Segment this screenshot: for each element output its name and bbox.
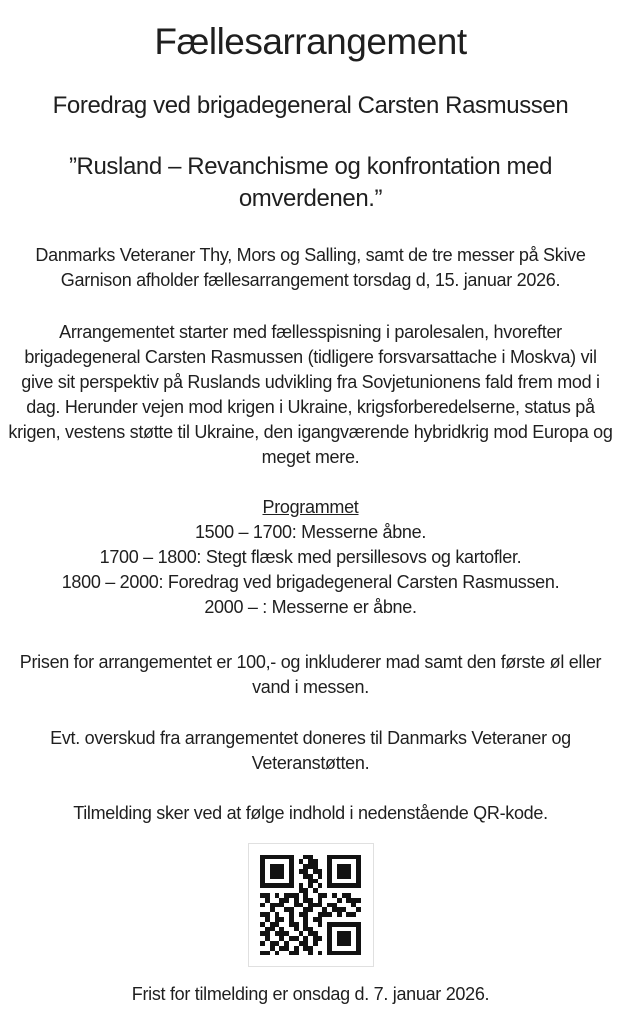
program-list <box>0 520 621 620</box>
program-item: 1700 – 1800: Stegt flæsk med persillesovs og kartofler. <box>99 547 522 567</box>
description-paragraph: Arrangementet starter med fællesspisning i parolesalen, hvorefter brigadegeneral Carsten Rasmussen (tidligere forsvarsattache i Moskva) vil give sit perspektiv på Ruslands udvikling fra Sovjetunionens fald frem mod i dag. Herunder vejen mod krigen i Ukraine, krigsforberedelserne, status på krigen, vestens støtte til Ukraine, den igangværende hybridkrig mod Europa og meget mere. <box>8 322 613 467</box>
price-paragraph: Prisen for arrangementet er 100,- og inkluderer mad samt den første øl eller vand i messen. <box>19 652 602 697</box>
donation-paragraph: Evt. overskud fra arrangementet doneres til Danmarks Veteraner og Veteranstøtten. <box>50 728 571 773</box>
lecture-title-quote: ”Rusland – Revanchisme og konfrontation med omverdenen.” <box>68 153 553 212</box>
signup-instruction: Tilmelding sker ved at følge indhold i nedenstående QR-kode. <box>73 803 548 823</box>
program-heading: Programmet <box>262 497 359 517</box>
page-title: Fællesarrangement <box>154 21 467 62</box>
qr-code-frame <box>248 843 374 967</box>
program-item: 1800 – 2000: Foredrag ved brigadegeneral Carsten Rasmussen. <box>61 572 560 592</box>
program-item: 2000 – : Messerne er åbne. <box>204 597 417 617</box>
qr-code-icon <box>260 855 361 956</box>
deadline-text: Frist for tilmelding er onsdag d. 7. januar 2026. <box>131 984 490 1004</box>
program-section <box>0 495 621 620</box>
lecture-speaker-subtitle: Foredrag ved brigadegeneral Carsten Rasmussen <box>52 92 569 119</box>
intro-paragraph: Danmarks Veteraner Thy, Mors og Salling, samt de tre messer på Skive Garnison afholder fællesarrangement torsdag d, 15. januar 2026. <box>35 245 586 290</box>
program-item: 1500 – 1700: Messerne åbne. <box>194 522 427 542</box>
